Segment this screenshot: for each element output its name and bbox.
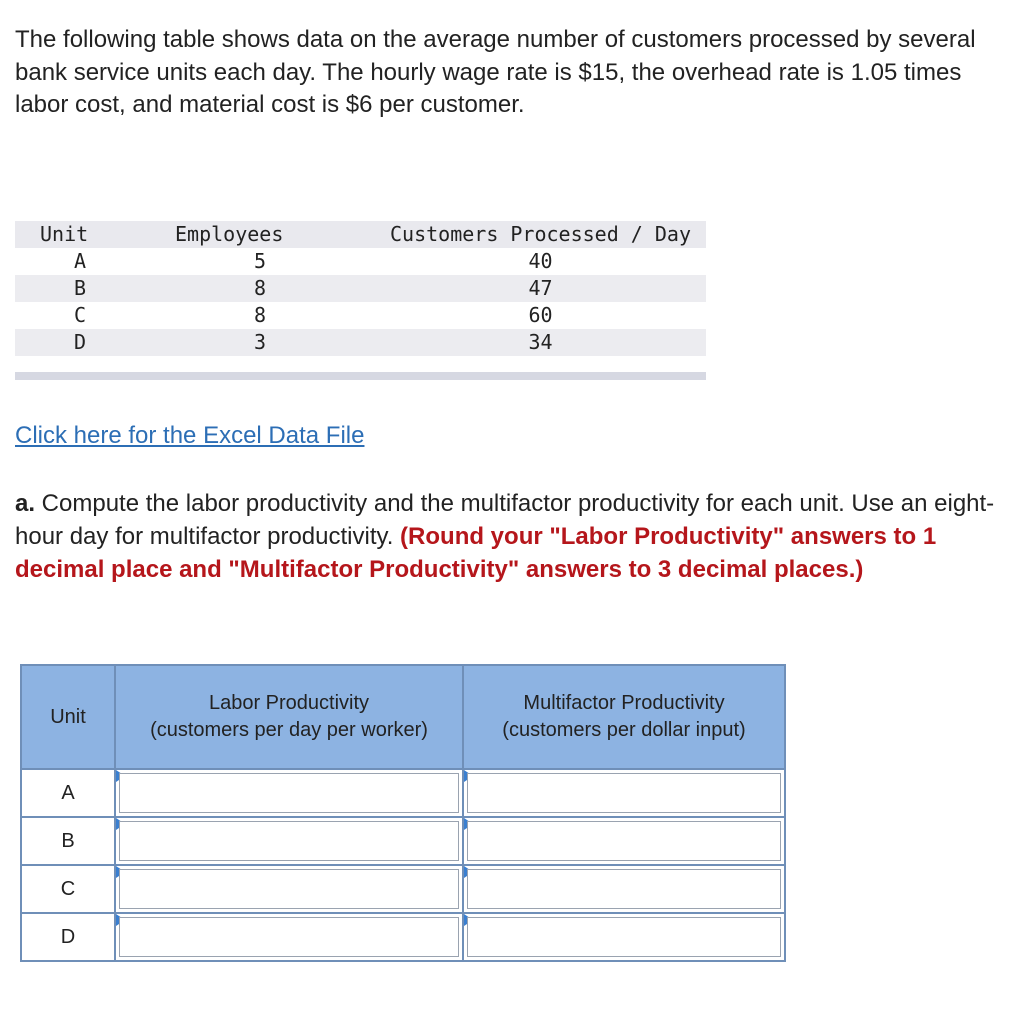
data-table-footer-bar [15,372,706,380]
answer-table-container [20,664,786,962]
cell-employees: 3 [253,330,267,354]
answer-unit: A [21,769,115,817]
answer-header-multifactor [463,665,785,769]
labor-productivity-input-cell [115,769,463,817]
labor-productivity-input-cell [115,865,463,913]
header-customers: Customers Processed / Day [389,222,692,246]
question-text: Compute the labor productivity and the multifactor productivity for each unit. Use an eight-hour day for multifactor productivity. [15,490,995,550]
answer-row [21,817,785,865]
cell-customers: 40 [528,249,553,273]
answer-header-row [21,665,785,769]
data-table-header-row [15,221,706,248]
cell-unit: D [73,330,87,354]
answer-unit: D [21,913,115,961]
table-row [15,275,706,302]
cell-customers: 60 [528,303,553,327]
labor-header-title: Labor Productivity [208,692,370,714]
answer-row [21,769,785,817]
cell-unit: C [73,303,87,327]
answer-unit: C [21,865,115,913]
multifactor-productivity-input-cell [463,769,785,817]
excel-data-file-link[interactable]: Click here for the Excel Data File [15,422,365,449]
answer-table [20,664,786,962]
answer-row [21,913,785,961]
labor-productivity-input[interactable] [119,917,459,957]
problem-intro: The following table shows data on the average number of customers processed by several bank service units each day. The hourly wage rate is $15, the overhead rate is 1.05 times labor cost, and material cost is $6 per customer. [15,26,976,118]
multifactor-header-title: Multifactor Productivity [523,692,725,714]
data-table [15,221,706,356]
answer-unit: B [21,817,115,865]
labor-productivity-input-cell [115,913,463,961]
multifactor-productivity-input[interactable] [467,869,781,909]
table-row [15,248,706,275]
question-label: a. [15,490,36,517]
cell-customers: 47 [528,276,553,300]
cell-employees: 8 [253,276,267,300]
table-row [15,302,706,329]
cell-unit: B [73,276,87,300]
labor-header-subtitle: (customers per day per worker) [150,719,428,741]
multifactor-productivity-input[interactable] [467,773,781,813]
labor-productivity-input[interactable] [119,821,459,861]
multifactor-productivity-input[interactable] [467,821,781,861]
rounding-instruction: (Round your "Labor Productivity" answers to 1 decimal place and "Multifactor Productivity" answers to 3 decimal places.) [15,523,937,583]
labor-productivity-input-cell [115,817,463,865]
cell-customers: 34 [528,330,553,354]
multifactor-productivity-input-cell [463,865,785,913]
labor-productivity-input[interactable] [119,869,459,909]
cell-employees: 5 [253,249,267,273]
header-unit: Unit [40,222,89,246]
table-row [15,329,706,356]
question-a [15,487,1010,586]
answer-header-labor [115,665,463,769]
multifactor-header-subtitle: (customers per dollar input) [502,719,746,741]
cell-unit: A [73,249,87,273]
labor-productivity-input[interactable] [119,773,459,813]
multifactor-productivity-input[interactable] [467,917,781,957]
header-employees: Employees [175,222,284,246]
answer-header-unit: Unit [21,665,115,769]
cell-employees: 8 [253,303,267,327]
multifactor-productivity-input-cell [463,817,785,865]
multifactor-productivity-input-cell [463,913,785,961]
answer-row [21,865,785,913]
data-table-container [15,221,706,380]
